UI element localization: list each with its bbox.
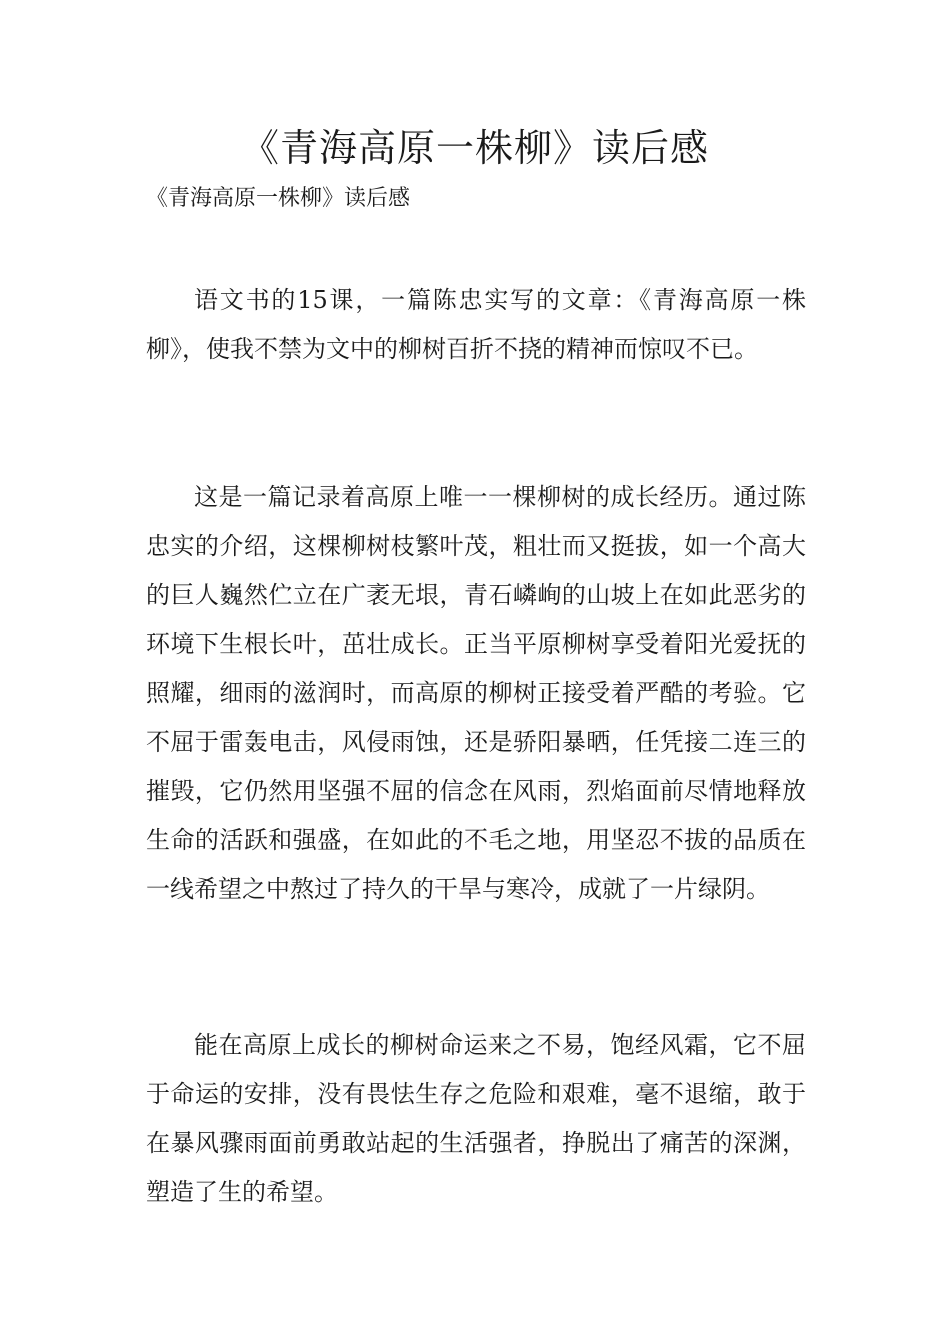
document-subtitle: 《青海高原一株柳》读后感 (146, 186, 411, 211)
paragraph: 能在高原上成长的柳树命运来之不易，饱经风霜，它不屈于命运的安排，没有畏怯生存之危险和艰难，毫不退缩，敢于在暴风骤雨面前勇敢站起的生活强者，挣脱出了痛苦的深渊，塑造了生的希望。 (146, 1031, 806, 1206)
document-title: 《青海高原一株柳》读后感 (240, 126, 709, 170)
paragraph: 这是一篇记录着高原上唯一一棵柳树的成长经历。通过陈忠实的介绍，这棵柳树枝繁叶茂，粗壮而又挺拔，如一个高大的巨人巍然伫立在广袤无垠，青石嶙峋的山坡上在如此恶劣的环境下生根长叶，茁壮成长。正当平原柳树享受着阳光爱抚的照耀，细雨的滋润时，而高原的柳树正接受着严酷的考验。它不屈于雷轰电击，风侵雨蚀，还是骄阳暴晒，任凭接二连三的摧毁，它仍然用坚强不屈的信念在风雨，烈焰面前尽情地释放生命的活跃和强盛，在如此的不毛之地，用坚忍不拔的品质在一线希望之中熬过了持久的干旱与寒冷，成就了一片绿阴。 (146, 483, 806, 903)
paragraph: 语文书的15课，一篇陈忠实写的文章：《青海高原一株柳》，使我不禁为文中的柳树百折不挠的精神而惊叹不已。 (146, 286, 806, 363)
